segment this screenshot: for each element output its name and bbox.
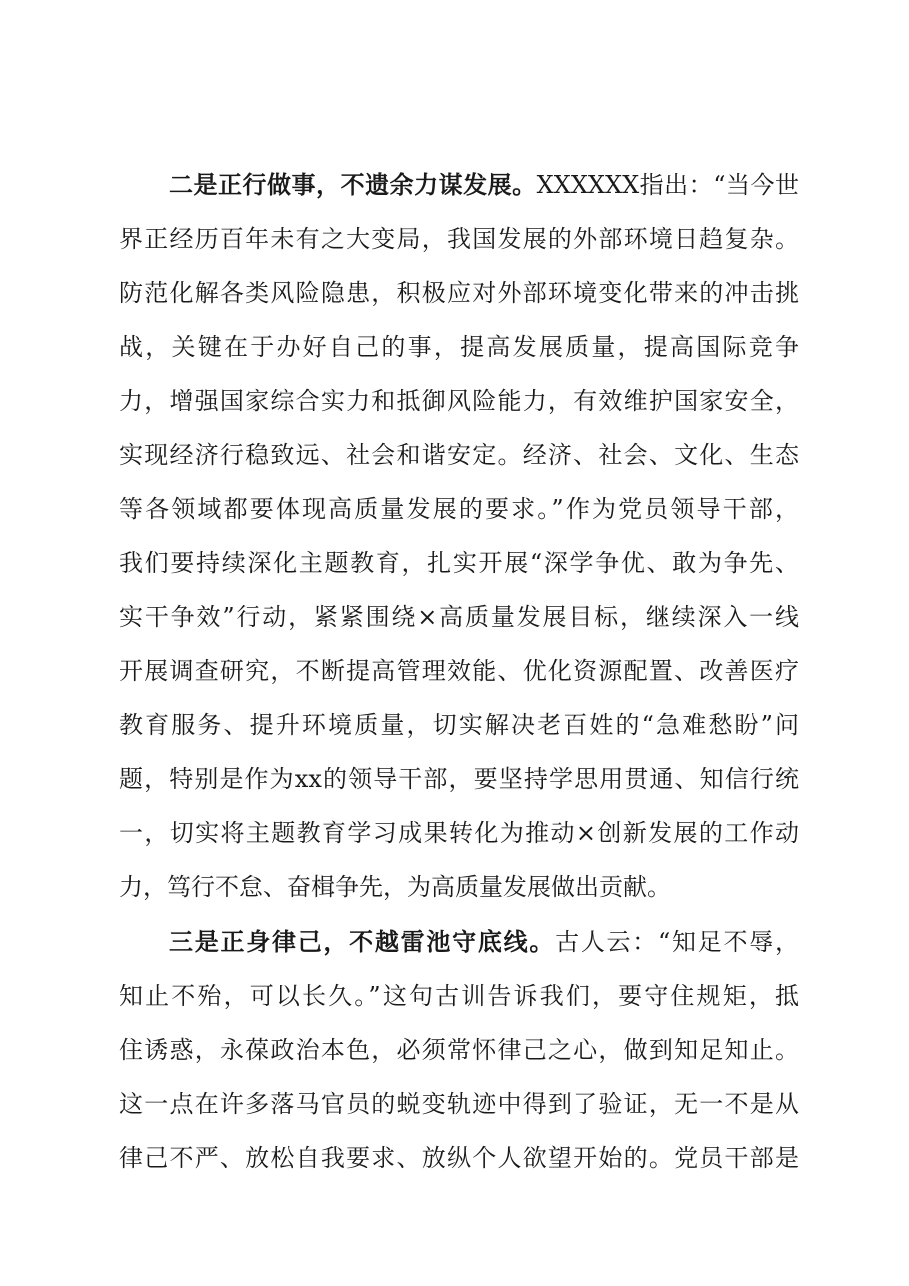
paragraph-heading: 二是正行做事，不遗余力谋发展。: [169, 171, 537, 199]
paragraph-text: 古人云：“知足不辱，: [555, 928, 799, 956]
paragraph-line: 力，笃行不怠、奋楫争先，为高质量发展做出贡献。: [119, 873, 671, 901]
paragraph-line: 防范化解各类风险隐患，积极应对外部环境变化带来的冲击挑: [119, 279, 799, 307]
paragraph-line: 实干争效”行动，紧紧围绕×高质量发展目标，继续深入一线: [119, 603, 799, 631]
paragraph-line: 题，特别是作为xx的领导干部，要坚持学思用贯通、知信行统: [119, 765, 799, 793]
paragraph-line: 界正经历百年未有之大变局，我国发展的外部环境日趋复杂。: [119, 225, 799, 253]
paragraph-line: 实现经济行稳致远、社会和谐安定。经济、社会、文化、生态: [119, 441, 799, 469]
paragraph-line: 等各领域都要体现高质量发展的要求。”作为党员领导干部，: [119, 495, 799, 523]
paragraph-line: 开展调查研究，不断提高管理效能、优化资源配置、改善医疗: [119, 657, 799, 685]
paragraph-line: 这一点在许多落马官员的蜕变轨迹中得到了验证，无一不是从: [119, 1090, 799, 1118]
paragraph-line: 我们要持续深化主题教育，扎实开展“深学争优、敢为争先、: [119, 549, 799, 577]
paragraph-text: XXXXXX指出：“当今世: [536, 171, 799, 199]
paragraph-line: 知止不殆，可以长久。”这句古训告诉我们，要守住规矩，抵: [119, 982, 799, 1010]
paragraph-line: 战，关键在于办好自己的事，提高发展质量，提高国际竞争: [119, 333, 799, 361]
paragraph-line: 住诱惑，永葆政治本色，必须常怀律己之心，做到知足知止。: [119, 1036, 799, 1064]
paragraph-line: 力，增强国家综合实力和抵御风险能力，有效维护国家安全，: [119, 387, 799, 415]
paragraph-heading: 三是正身律己，不越雷池守底线。: [169, 928, 556, 956]
paragraph-line: 教育服务、提升环境质量，切实解决老百姓的“急难愁盼”问: [119, 711, 799, 739]
paragraph-line: [169, 165, 799, 205]
paragraph-line: [169, 922, 799, 962]
paragraph-line: 律己不严、放松自我要求、放纵个人欲望开始的。党员干部是: [119, 1144, 799, 1172]
paragraph-line: 一，切实将主题教育学习成果转化为推动×创新发展的工作动: [119, 819, 799, 847]
